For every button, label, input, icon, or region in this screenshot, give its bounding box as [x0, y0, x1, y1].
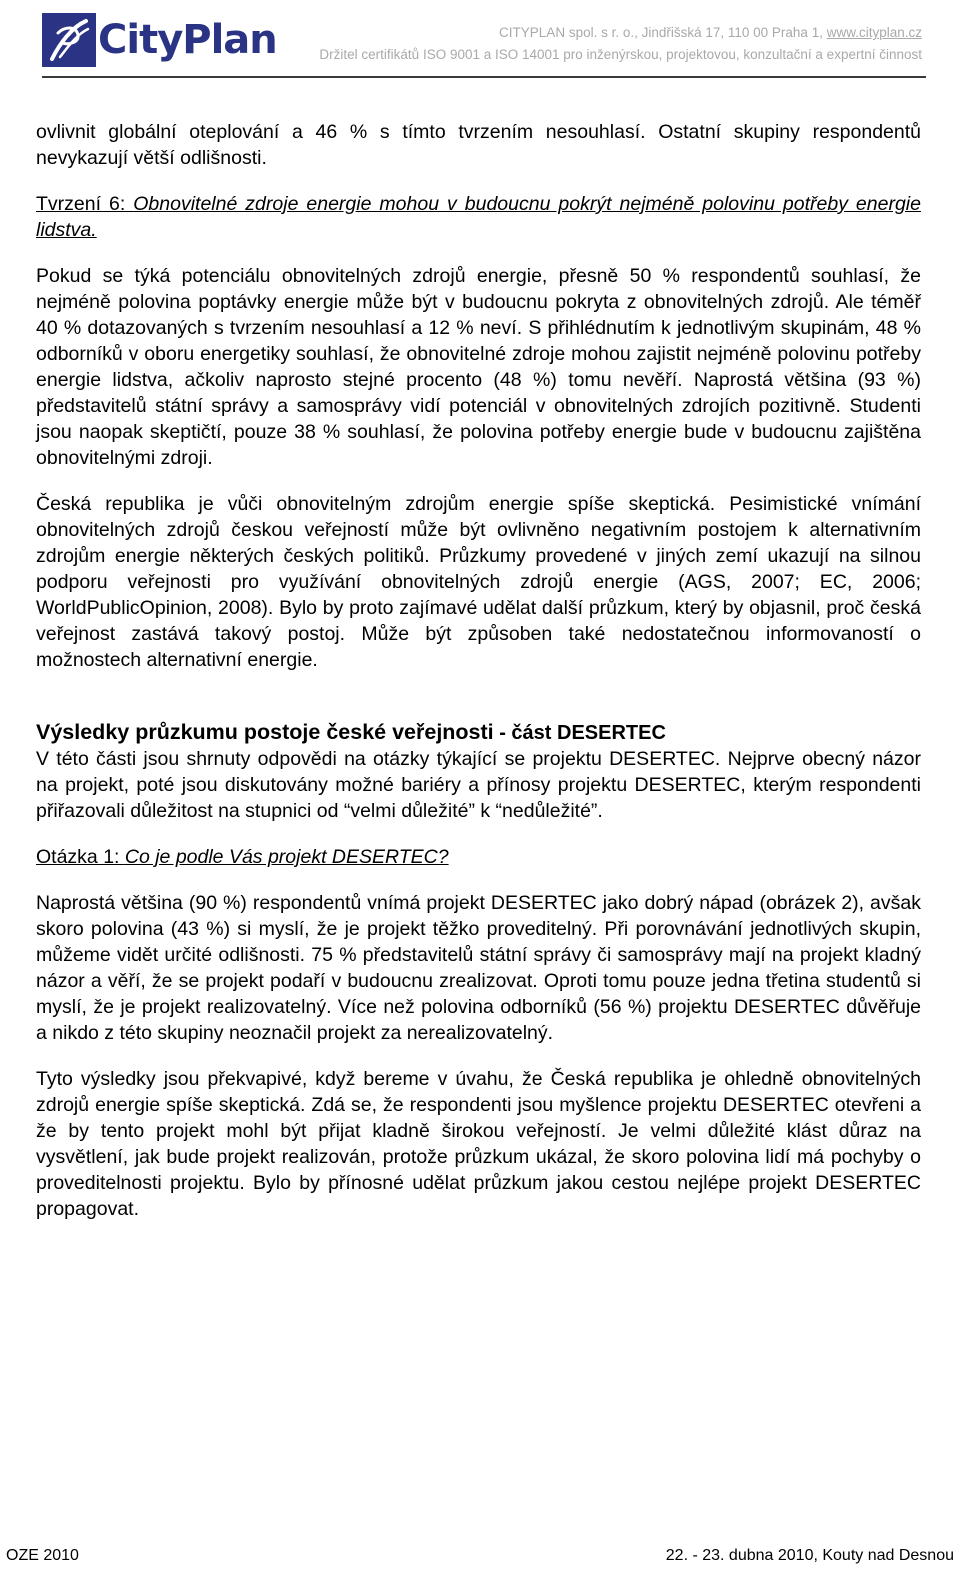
footer-date-location: 22. - 23. dubna 2010, Kouty nad Desnou [665, 1547, 954, 1564]
company-address-line [319, 22, 922, 44]
paragraph-3: Česká republika je vůči obnovitelným zdrojům energie spíše skeptická. Pesimistické vnímání obnovitelných zdrojů českou veřejností může být ovlivněno negativním postojem k alternativním zdrojům energie některých českých politiků. Průzkumy provedené v jiných zemí ukazují na silnou podporu veřejnosti pro využívání obnovitelných zdrojů energie (AGS, 2007; EC, 2006; WorldPublicOpinion, 2008). Bylo by proto zajímavé udělat další průzkum, který by objasnil, proč česká veřejnost zastává takový postoj. Může být způsoben také nedostatečnou informovaností o možnostech alternativní energie. [36, 493, 921, 671]
paragraph-4: V této části jsou shrnuty odpovědi na otázky týkající se projektu DESERTEC. Nejprve obecný názor na projekt, poté jsou diskutovány možné bariéry a přínosy projektu DESERTEC, kterým respondenti přiřazovali důležitost na stupnici od “velmi důležité” k “nedůležité”. [36, 748, 921, 822]
footer-conference: OZE 2010 [6, 1547, 79, 1564]
paragraph-1: ovlivnit globální oteplování a 46 % s tímto tvrzením nesouhlasí. Ostatní skupiny respondentů nevykazují větší odlišnosti. [36, 121, 921, 169]
statement-6-text: Obnovitelné zdroje energie mohou v budoucnu pokrýt nejméně polovinu potřeby energie lidstva. [36, 193, 921, 241]
certification-line: Držitel certifikátů ISO 9001 a ISO 14001 pro inženýrskou, projektovou, konzultační a expertní činnost [319, 47, 922, 62]
section-heading-main: Výsledky průzkumu postoje české veřejnosti [36, 720, 494, 744]
paragraph-5: Naprostá většina (90 %) respondentů vnímá projekt DESERTEC jako dobrý nápad (obrázek 2), avšak skoro polovina (43 %) si myslí, že je projekt těžko proveditelný. Při porovnávání jednotlivých skupin, můžeme vidět určité odlišnosti. 75 % představitelů státní správy či samosprávy mají na projekt kladný názor a věří, že se projekt podaří v budoucnu zrealizovat. Oproti tomu pouze jedna třetina studentů si myslí, že je projekt realizovatelný. Více než polovina odborníků (56 %) projektu DESERTEC důvěřuje a nikdo z této skupiny neoznačil projekt za nerealizovatelný. [36, 892, 921, 1044]
section-heading-sub: - část DESERTEC [493, 722, 666, 744]
section-heading [36, 719, 921, 746]
statement-6-label: Tvrzení 6: [36, 193, 134, 215]
page-header [0, 0, 960, 80]
question-1-label: Otázka 1: [36, 846, 125, 868]
statement-6 [36, 191, 921, 243]
cityplan-logo [42, 11, 277, 69]
paragraph-6: Tyto výsledky jsou překvapivé, když bereme v úvahu, že Česká republika je ohledně obnovitelných zdrojů energie spíše skeptická. Zdá se, že respondenti jsou myšlence projektu DESERTEC otevřeni a že by tento projekt mohl být přijat kladně širokou veřejností. Je velmi důležité klást důraz na vysvětlení, jak bude projekt realizován, protože průzkum ukázal, že skoro polovina lidí má pochyby o proveditelnosti projektu. Bylo by přínosné udělat průzkum jakou cestou nejlépe projekt DESERTEC propagovat. [36, 1068, 921, 1220]
question-1 [36, 844, 921, 870]
company-info [319, 22, 922, 66]
logo-wordmark: CityPlan [98, 17, 277, 63]
paragraph-2: Pokud se týká potenciálu obnovitelných zdrojů energie, přesně 50 % respondentů souhlasí, že nejméně polovina poptávky energie může být v budoucnu pokryta z obnovitelných zdrojů. Ale téměř 40 % dotazovaných s tvrzením nesouhlasí a 12 % neví. S přihlédnutím k jednotlivým skupinám, 48 % odborníků v oboru energetiky souhlasí, že obnovitelné zdroje mohou zajistit nejméně polovinu potřeby energie lidstva, ačkoliv naprosto stejné procento (48 %) tomu nevěří. Naprostá většina (93 %) představitelů státní správy a samosprávy vidí potenciál v obnovitelných zdrojích pozitivně. Studenti jsou naopak skeptičtí, pouze 38 % souhlasí, že polovina potřeby energie bude v budoucnu zajištěna obnovitelnými zdroji. [36, 265, 921, 469]
question-1-text: Co je podle Vás projekt DESERTEC? [124, 846, 449, 868]
company-address: CITYPLAN spol. s r. o., Jindřišská 17, 110 00 Praha 1, [499, 25, 827, 40]
document-body [36, 119, 921, 1222]
header-divider [42, 76, 926, 78]
page-footer [0, 1544, 960, 1574]
company-website-link[interactable]: www.cityplan.cz [826, 25, 922, 40]
cityplan-logo-icon [42, 13, 96, 67]
